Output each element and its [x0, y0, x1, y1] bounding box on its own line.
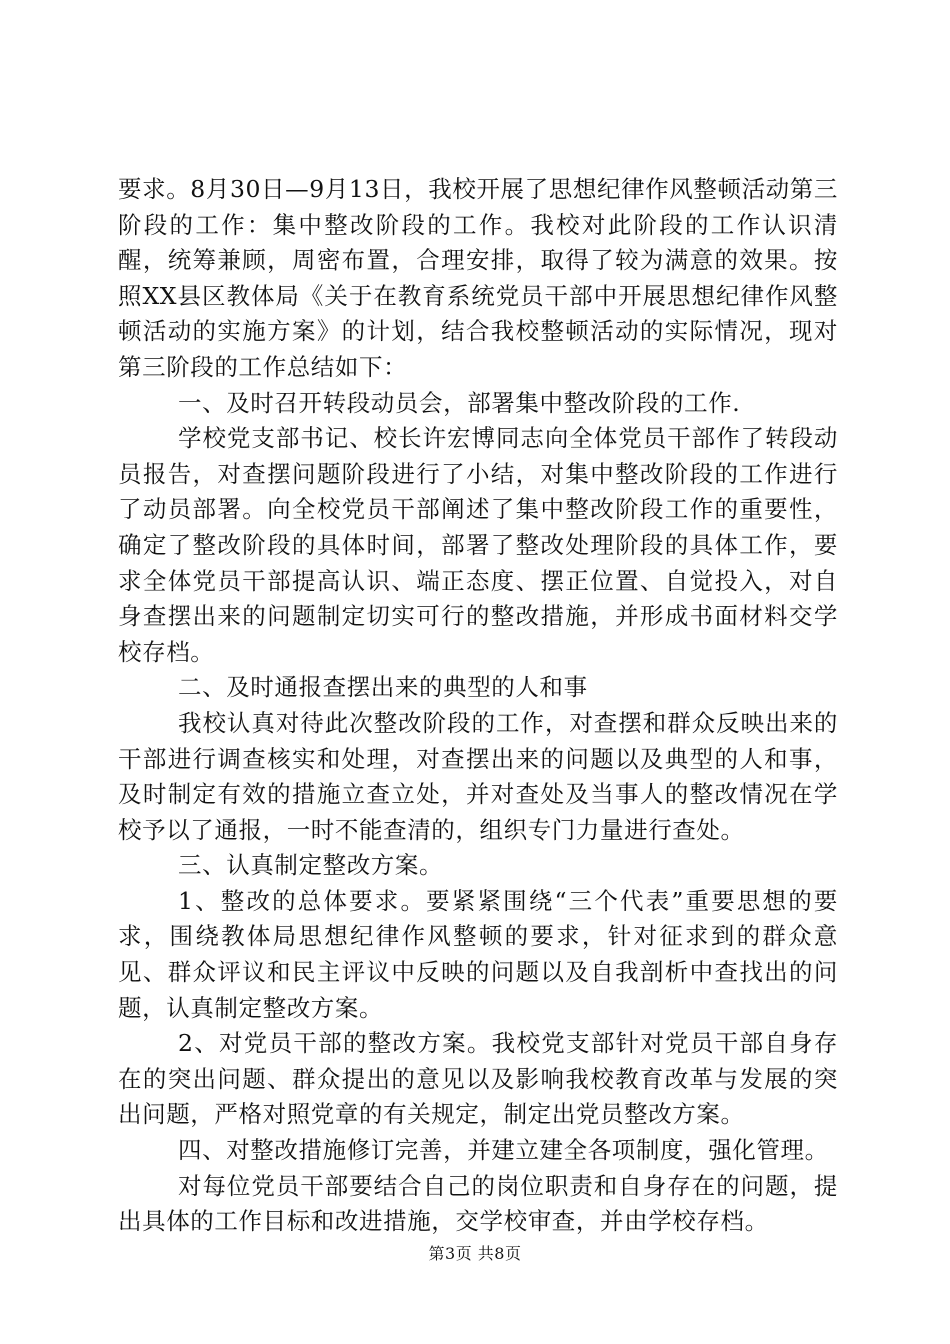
- page-footer: 第3页 共8页: [428, 1244, 522, 1263]
- paragraph-section-3-item-2: 2、对党员干部的整改方案。我校党支部针对党员干部自身存在的突出问题、群众提出的意见以及影响我校教育改革与发展的突出问题，严格对照党章的有关规定，制定出党员整改方案。: [118, 1029, 838, 1129]
- paragraph-intro: 要求。8月30日—9月13日，我校开展了思想纪律作风整顿活动第三阶段的工作：集中整改阶段的工作。我校对此阶段的工作认识清醒，统筹兼顾，周密布置，合理安排，取得了较为满意的效果。按照XX县区教体局《关于在教育系统党员干部中开展思想纪律作风整顿活动的实施方案》的计划，结合我校整顿活动的实际情况，现对第三阶段的工作总结如下：: [118, 175, 838, 381]
- paragraph-section-3-item-1: 1、整改的总体要求。要紧紧围绕“三个代表”重要思想的要求，围绕教体局思想纪律作风整顿的要求，针对征求到的群众意见、群众评议和民主评议中反映的问题以及自我剖析中查找出的问题，认真制定整改方案。: [118, 886, 838, 1022]
- paragraph-section-4: 对每位党员干部要结合自己的岗位职责和自身存在的问题，提出具体的工作目标和改进措施，交学校审查，并由学校存档。: [118, 1171, 838, 1236]
- heading-section-4: 四、对整改措施修订完善，并建立建全各项制度，强化管理。: [178, 1136, 829, 1165]
- heading-section-2: 二、及时通报查摆出来的典型的人和事: [178, 673, 588, 702]
- paragraph-section-1: 学校党支部书记、校长许宏博同志向全体党员干部作了转段动员报告，对查摆问题阶段进行了小结，对集中整改阶段的工作进行了动员部署。向全校党员干部阐述了集中整改阶段工作的重要性，确定了整改阶段的具体时间，部署了整改处理阶段的具体工作，要求全体党员干部提高认识、端正态度、摆正位置、自觉投入，对自身查摆出来的问题制定切实可行的整改措施，并形成书面材料交学校存档。: [118, 424, 838, 666]
- document-body: [118, 172, 838, 1240]
- paragraph-section-2: 我校认真对待此次整改阶段的工作，对查摆和群众反映出来的干部进行调查核实和处理，对查摆出来的问题以及典型的人和事，及时制定有效的措施立查立处，并对查处及当事人的整改情况在学校予以了通报，一时不能查清的，组织专门力量进行查处。: [118, 708, 838, 844]
- heading-section-3: 三、认真制定整改方案。: [178, 851, 444, 880]
- heading-section-1: 一、及时召开转段动员会，部署集中整改阶段的工作.: [178, 388, 741, 417]
